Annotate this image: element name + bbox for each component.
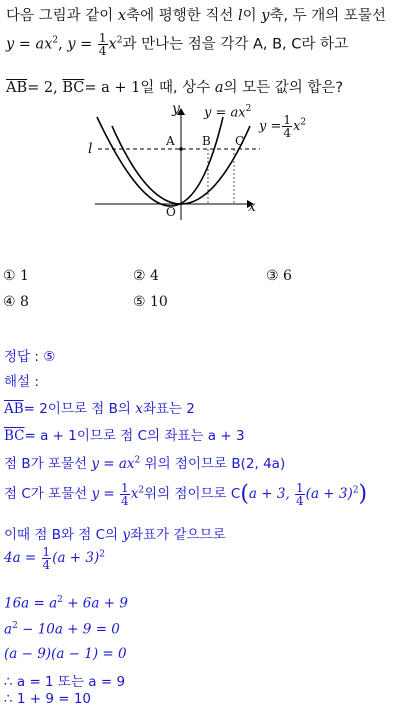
answer-line: 정답 : ⑤ bbox=[4, 349, 56, 365]
segment-AB: $\overline{AB}$ bbox=[6, 80, 28, 96]
solution-step-10: ∴ a = 1 또는 a = 9 bbox=[4, 674, 126, 690]
graph-label-C: C bbox=[235, 134, 245, 148]
question-line-2 bbox=[6, 32, 348, 57]
graph-label-curve1: $y = ax^2$ bbox=[204, 104, 252, 121]
point-A bbox=[179, 147, 183, 151]
question-text: 과 만나는 점을 각각 A, B, C라 하고 bbox=[122, 36, 349, 53]
segment-BC-value: = a + 1 bbox=[84, 80, 141, 96]
solution-step-9: (a − 9)(a − 1) = 0 bbox=[4, 646, 127, 662]
fraction bbox=[98, 32, 108, 57]
question-line-3 bbox=[6, 76, 343, 97]
numerator: 1 bbox=[98, 31, 107, 45]
var-a: a bbox=[214, 80, 224, 96]
choice-4[interactable]: ④ 8 bbox=[3, 294, 29, 310]
graph-label-curve2: y = $\frac{1}{4}$ $x^2$ bbox=[259, 113, 307, 140]
graph-label-y: y bbox=[172, 101, 180, 117]
solution-header: 해설 : bbox=[4, 374, 39, 390]
solution-step-6: 4a = $\frac{1}{4}$ $(a + 3)^2$ bbox=[4, 545, 105, 572]
solution-step-7: $16a = a^2 + 6a + 9$ bbox=[4, 595, 128, 612]
question-line-1 bbox=[6, 4, 386, 25]
equation-2: y = bbox=[67, 36, 93, 53]
graph-label-x: x bbox=[248, 199, 256, 215]
choice-5[interactable]: ⑤ 10 bbox=[133, 294, 168, 310]
question-text: 의 모든 값의 합은? bbox=[223, 80, 344, 96]
segment-BC: $\overline{BC}$ bbox=[62, 80, 85, 96]
solution-step-3: 점 B가 포물선 $y = ax^2$ 위의 점이므로 B(2, 4a) bbox=[4, 455, 286, 472]
var-y: y bbox=[261, 8, 270, 24]
solution-step-8: $a^2 - 10a + 9 = 0$ bbox=[4, 621, 120, 638]
graph-label-A: A bbox=[166, 134, 175, 148]
solution-step-1: $\overline{AB}= 2$이므로 점 B의 x좌표는 2 bbox=[4, 401, 195, 417]
exponent: 2 bbox=[52, 35, 59, 46]
choice-1[interactable]: ① 1 bbox=[3, 268, 29, 284]
question-text: 이 bbox=[242, 8, 262, 24]
solution-step-5: 이때 점 B와 점 C의 y좌표가 같으므로 bbox=[4, 527, 226, 543]
solution-step-2: $\overline{BC}= a + 1$이므로 점 C의 좌표는 a + 3 bbox=[4, 428, 245, 444]
graph-label-l: l bbox=[88, 141, 93, 157]
parabola-ax2 bbox=[97, 117, 223, 206]
graph-label-B: B bbox=[202, 134, 211, 148]
graph-label-origin: O bbox=[166, 205, 176, 219]
choice-2[interactable]: ② 4 bbox=[133, 268, 159, 284]
question-text: 축에 평행한 직선 bbox=[126, 8, 238, 24]
denominator: 4 bbox=[98, 44, 107, 58]
var-x: x bbox=[108, 36, 117, 53]
comma: , bbox=[58, 36, 63, 53]
var-l: l bbox=[237, 8, 243, 24]
solution-step-11: ∴ 1 + 9 = 10 bbox=[4, 691, 92, 707]
var-x: x bbox=[117, 8, 127, 24]
choice-3[interactable]: ③ 6 bbox=[266, 268, 292, 284]
question-text: 축, 두 개의 포물선 bbox=[269, 8, 386, 24]
question-text: 일 때, 상수 bbox=[140, 80, 215, 96]
exponent: 2 bbox=[116, 35, 123, 46]
equation-1: y = ax bbox=[6, 36, 53, 53]
question-text: 다음 그림과 같이 bbox=[6, 8, 118, 24]
solution-step-4: 점 C가 포물선 y = $\frac{1}{4}$ $x^2$위의 점이므로 C(a + 3, $\frac{1}{4}$ $(a + 3)^2$) bbox=[4, 481, 368, 508]
segment-AB-value: = 2, bbox=[27, 80, 58, 96]
